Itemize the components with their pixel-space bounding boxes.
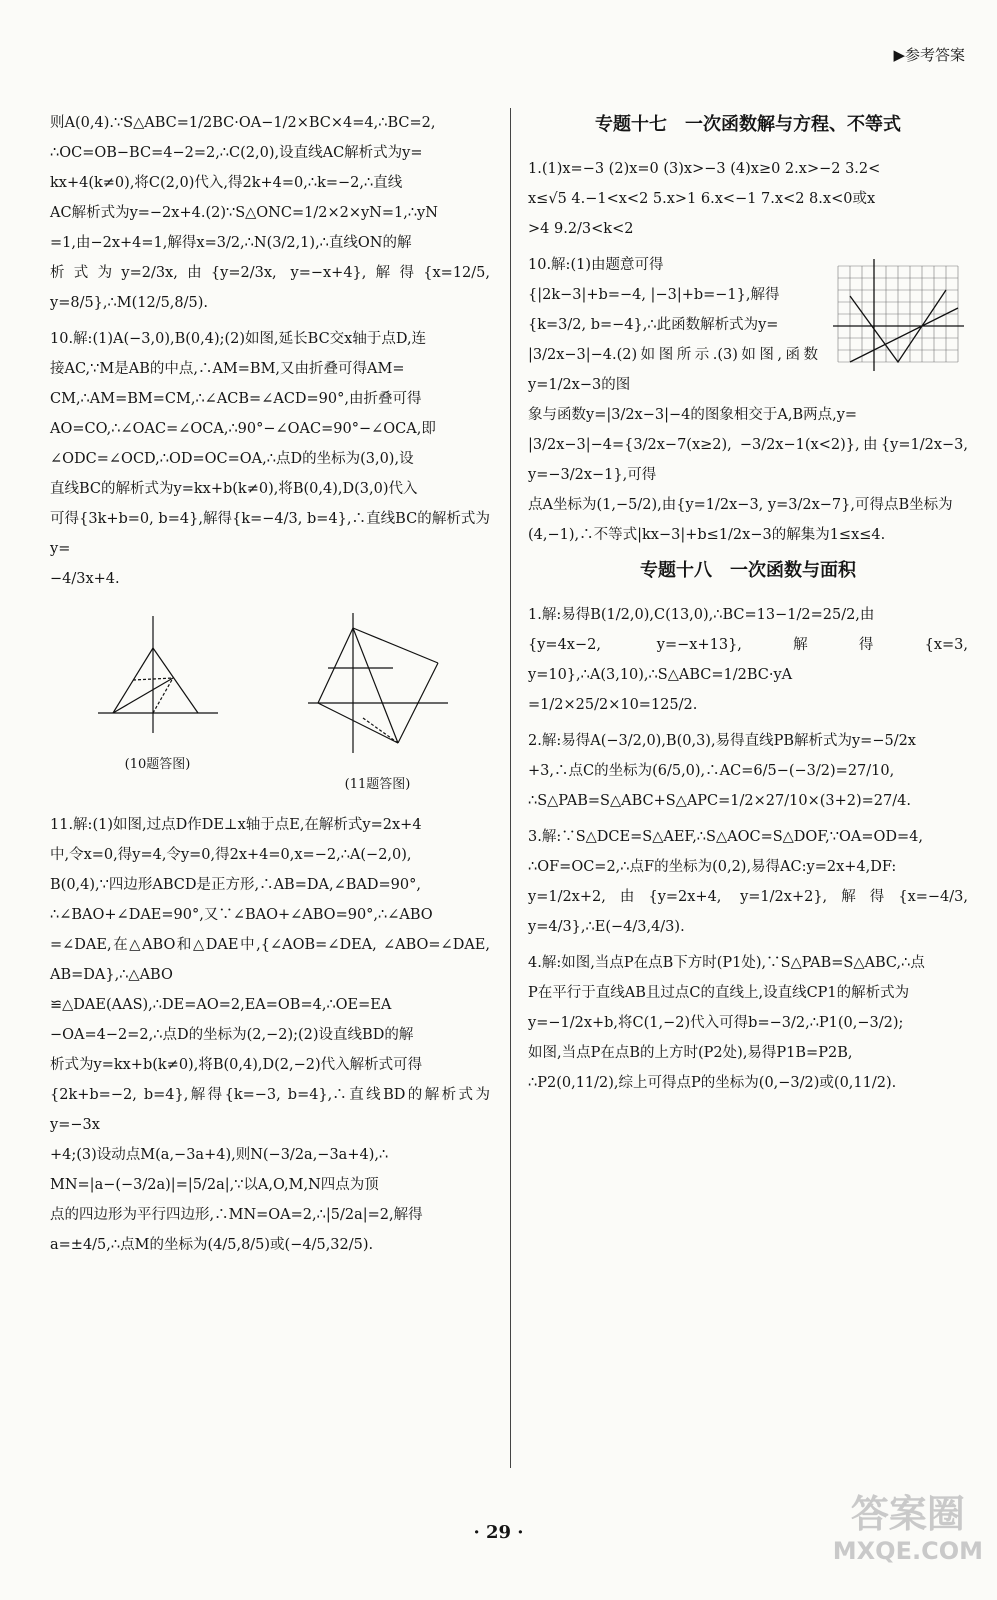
text-line: ∴P2(0,11/2),综上可得点P的坐标为(0,−3/2)或(0,11/2). [528,1075,897,1091]
text-line: 10.解:(1)A(−3,0),B(0,4);(2)如图,延长BC交x轴于点D,连 [50,331,427,347]
text-line: |3/2x−3|−4={3/2x−7(x≥2), −3/2x−1(x<2)},由{y=1/2x−3, y=−3/2x−1},可得 [528,437,968,483]
text-line: |3/2x−3|−4.(2)如图所示.(3)如图,函数y=1/2x−3的图 [528,347,818,393]
text-line: MN=|a−(−3/2a)|=|5/2a|,∵以A,O,M,N四点为顶 [50,1177,379,1193]
text-line: {2k+b=−2, b=4},解得{k=−3, b=4},∴直线BD的解析式为y=−3x [50,1087,490,1133]
text-line: ∠ODC=∠OCD,∴OD=OC=OA,∴点D的坐标为(3,0),设 [50,451,414,467]
text-line: 象与函数y=|3/2x−3|−4的图象相交于A,B两点,y= [528,407,858,423]
text-line: AO=CO,∴∠OAC=∠OCA,∴90°−∠OAC=90°−∠OCA,即 [50,421,436,437]
text-line: 11.解:(1)如图,过点D作DE⊥x轴于点E,在解析式y=2x+4 [50,817,422,833]
text-line: 10.解:(1)由题意可得 [528,257,664,273]
text-line: kx+4(k≠0),将C(2,0)代入,得2k+4=0,∴k=−2,∴直线 [50,175,403,191]
text-line: a=±4/5,∴点M的坐标为(4/5,8/5)或(−4/5,32/5). [50,1237,374,1253]
text-line: −4/3x+4. [50,571,120,587]
text-line: 1.解:易得B(1/2,0),C(13,0),∴BC=13−1/2=25/2,由 [528,607,875,623]
watermark-line-2: MXQE.COM [832,1537,983,1565]
text-line: =1,由−2x+4=1,解得x=3/2,∴N(3/2,1),∴直线ON的解 [50,235,412,251]
figure-10-caption: (10题答图) [124,757,191,772]
text-line: B(0,4),∵四边形ABCD是正方形,∴AB=DA,∠BAD=90°, [50,877,421,893]
text-line: x≤√5 4.−1<x<2 5.x>1 6.x<−1 7.x<2 8.x<0或x [528,191,876,207]
text-line: +3,∴点C的坐标为(6/5,0),∴AC=6/5−(−3/2)=27/10, [528,763,895,779]
figure-10-diagram [88,608,228,738]
text-line: (4,−1),∴不等式|kx−3|+b≤1/2x−3的解集为1≤x≤4. [528,527,886,543]
text-line: y=1/2x+2,由{y=2x+4, y=1/2x+2},解得{x=−4/3, y=4/3},∴E(−4/3,4/3). [528,889,968,935]
text-line: 2.解:易得A(−3/2,0),B(0,3),易得直线PB解析式为y=−5/2x [528,733,916,749]
answer-18-3 [528,822,968,942]
text-line: 3.解:∵S△DCE=S△AEF,∴S△AOC=S△DOF,∵OA=OD=4, [528,829,923,845]
text-line: +4;(3)设动点M(a,−3a+4),则N(−3/2a,−3a+4),∴ [50,1147,389,1163]
text-line: {k=3/2, b=−4},∴此函数解析式为y= [528,317,779,333]
text-line: 可得{3k+b=0, b=4},解得{k=−4/3, b=4},∴直线BC的解析式为y= [50,511,490,557]
figure-11-diagram [303,608,453,758]
answers-1-9 [528,154,968,244]
answer-18-4 [528,948,968,1098]
text-line: 析式为y=kx+b(k≠0),将B(0,4),D(2,−2)代入解析式可得 [50,1057,423,1073]
text-line: ∴∠BAO+∠DAE=90°,又∵∠BAO+∠ABO=90°,∴∠ABO [50,907,433,923]
text-line: −OA=4−2=2,∴点D的坐标为(2,−2);(2)设直线BD的解 [50,1027,414,1043]
text-line: 点的四边形为平行四边形,∴MN=OA=2,∴|5/2a|=2,解得 [50,1207,423,1223]
text-line: =1/2×25/2×10=125/2. [528,697,698,713]
text-line: 接AC,∵M是AB的中点,∴AM=BM,又由折叠可得AM= [50,361,405,377]
right-column [528,108,968,1104]
answer-10-right [528,250,968,550]
answer-18-1 [528,600,968,720]
text-line: AC解析式为y=−2x+4.(2)∵S△ONC=1/2×2×yN=1,∴yN [50,205,438,221]
text-line: 直线BC的解析式为y=kx+b(k≠0),将B(0,4),D(3,0)代入 [50,481,418,497]
text-line: {y=4x−2, y=−x+13},解得{x=3, y=10},∴A(3,10),∴S△ABC=1/2BC·yA [528,637,968,683]
figure-11 [303,608,453,800]
text-line: >4 9.2/3<k<2 [528,221,634,237]
graph-figure [828,256,968,376]
answer-10 [50,324,490,594]
page-number: · 29 · [473,1522,524,1543]
figures-row [50,608,490,800]
text-line: 析式为y=2/3x,由{y=2/3x, y=−x+4},解得{x=12/5, y=8/5},∴M(12/5,8/5). [50,265,490,311]
text-line: 1.(1)x=−3 (2)x=0 (3)x>−3 (4)x≥0 2.x>−2 3.2< [528,161,881,177]
text-line: y=−1/2x+b,将C(1,−2)代入可得b=−3/2,∴P1(0,−3/2); [528,1015,904,1031]
watermark-line-1: 答案圈 [850,1492,965,1536]
column-divider [510,108,511,1468]
figure-11-caption: (11题答图) [344,777,411,792]
watermark-logo [833,1492,983,1566]
text-line: {|2k−3|+b=−4, |−3|+b=−1},解得 [528,287,780,303]
text-line: ∴S△PAB=S△ABC+S△APC=1/2×27/10×(3+2)=27/4. [528,793,911,809]
text-line: =∠DAE,在△ABO和△DAE中,{∠AOB=∠DEA, ∠ABO=∠DAE, AB=DA},∴△ABO [50,937,490,983]
text-line: ≌△DAE(AAS),∴DE=AO=2,EA=OB=4,∴OE=EA [50,997,392,1013]
text-line: 则A(0,4).∵S△ABC=1/2BC·OA−1/2×BC×4=4,∴BC=2, [50,115,436,131]
text-line: 中,令x=0,得y=4,令y=0,得2x+4=0,x=−2,∴A(−2,0), [50,847,412,863]
answer-9-continued [50,108,490,318]
left-column [50,108,490,1266]
answer-11 [50,810,490,1260]
header-label: ▶参考答案 [893,46,965,64]
section-title-17: 专题十七 一次函数解与方程、不等式 [595,114,901,135]
text-line: P在平行于直线AB且过点C的直线上,设直线CP1的解析式为 [528,985,910,1001]
figure-10 [88,608,228,800]
text-line: ∴OF=OC=2,∴点F的坐标为(0,2),易得AC:y=2x+4,DF: [528,859,897,875]
text-line: 4.解:如图,当点P在点B下方时(P1处),∵S△PAB=S△ABC,∴点 [528,955,925,971]
answer-18-2 [528,726,968,816]
text-line: ∴OC=OB−BC=4−2=2,∴C(2,0),设直线AC解析式为y= [50,145,423,161]
text-line: 如图,当点P在点B的上方时(P2处),易得P1B=P2B, [528,1045,853,1061]
section-title-18: 专题十八 一次函数与面积 [640,560,856,581]
text-line: 点A坐标为(1,−5/2),由{y=1/2x−3, y=3/2x−7},可得点B坐标为 [528,497,953,513]
text-line: CM,∴AM=BM=CM,∴∠ACB=∠ACD=90°,由折叠可得 [50,391,422,407]
